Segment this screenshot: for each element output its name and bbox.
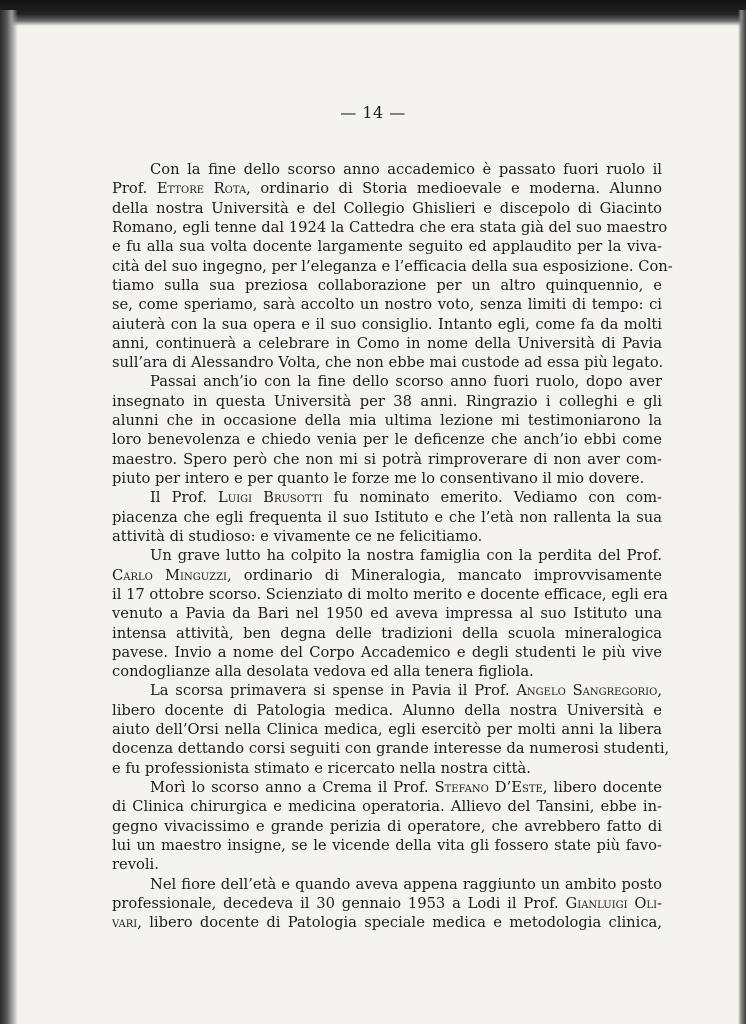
text-run: aiuto dell’Orsi nella Clinica medica, egli esercitò per molti anni la libera bbox=[112, 721, 662, 739]
text-run: intensa attività, ben degna delle tradizioni della scuola mineralogica bbox=[112, 624, 662, 642]
text-run: fu nominato emerito. Vediamo con com- bbox=[322, 489, 663, 507]
text-run: , ordinario di Storia medioevale e moderna. Alunno bbox=[246, 180, 663, 198]
text-line bbox=[112, 797, 662, 816]
text-line bbox=[112, 624, 662, 643]
text-line bbox=[112, 739, 670, 758]
text-run: aiuterà con la sua opera e il suo consiglio. Intanto egli, come fa da molti bbox=[112, 315, 662, 333]
text-run: anni, continuerà a celebrare in Como in nome della Università di Pavia bbox=[112, 334, 662, 352]
text-run: tiamo sulla sua preziosa collaborazione per un altro quinquennio, e bbox=[112, 276, 662, 294]
text-run: piuto per intero e per quanto le forze me lo consentivano il mio dovere. bbox=[112, 470, 645, 487]
text-line bbox=[112, 894, 662, 913]
text-run: pavese. Invio a nome del Corpo Accademico e degli studenti le più vive bbox=[112, 643, 662, 661]
text-run: attività di studioso: e vivamente ce ne felicitiamo. bbox=[112, 527, 483, 545]
text-line bbox=[112, 353, 662, 372]
text-line bbox=[112, 469, 662, 488]
text-run: , ordinario di Mineralogia, mancato improvvisamente bbox=[226, 566, 662, 584]
text-run: Il Prof. bbox=[150, 489, 219, 507]
text-run: venuto a Pavia da Bari nel 1950 ed aveva impressa al suo Istituto una bbox=[112, 605, 662, 623]
text-run: insegnato in questa Università per 38 anni. Ringrazio i colleghi e gli bbox=[112, 392, 662, 410]
text-line bbox=[112, 218, 668, 237]
text-line bbox=[112, 315, 662, 334]
text-run: piacenza che egli frequenta il suo Istituto e che l’età non rallenta la sua bbox=[112, 508, 662, 526]
paragraph bbox=[112, 546, 668, 681]
text-line bbox=[112, 237, 662, 256]
text-run: Con la fine dello scorso anno accademico è passato fuori ruolo il bbox=[150, 161, 662, 178]
page-left-edge bbox=[0, 10, 18, 1024]
text-run: Un grave lutto ha colpito la nostra famiglia con la perdita del Prof. bbox=[150, 547, 662, 565]
text-run: , libero docente di Patologia speciale medica e metodologia clinica, bbox=[137, 914, 662, 932]
text-line bbox=[112, 508, 662, 527]
text-line bbox=[112, 527, 662, 546]
text-run: revoli. bbox=[112, 856, 159, 874]
text-line bbox=[112, 681, 662, 700]
text-line bbox=[112, 836, 662, 855]
person-name: vari bbox=[112, 914, 138, 932]
text-line bbox=[112, 199, 662, 218]
paragraph bbox=[112, 681, 670, 778]
page-top-edge bbox=[0, 0, 746, 26]
text-line bbox=[112, 257, 673, 276]
page-number: — 14 — bbox=[340, 103, 406, 122]
page-right-edge bbox=[738, 10, 746, 1024]
text-run: Prof. bbox=[112, 180, 157, 198]
person-name: Angelo Sangregorio bbox=[516, 682, 658, 700]
paragraph bbox=[112, 875, 662, 933]
text-line bbox=[112, 604, 662, 623]
text-run: Nel fiore dell’età e quando aveva appena raggiunto un ambito posto bbox=[150, 875, 662, 893]
text-line bbox=[112, 392, 662, 411]
text-line bbox=[112, 720, 662, 739]
person-name: Carlo Minguzzi bbox=[112, 566, 227, 584]
text-line bbox=[112, 179, 662, 198]
text-run: lui un maestro insigne, se le vicende della vita gli fossero state più favo- bbox=[112, 836, 662, 854]
person-name: Gianluigi Oli- bbox=[565, 894, 662, 912]
text-line bbox=[112, 430, 662, 449]
paragraph bbox=[112, 778, 662, 875]
text-run: della nostra Università e del Collegio Ghislieri e discepolo di Giacinto bbox=[112, 199, 662, 217]
text-run: loro benevolenza e chiedo venia per le deficenze che anch’io ebbi come bbox=[112, 431, 662, 449]
text-run: La scorsa primavera si spense in Pavia il Prof. bbox=[150, 682, 517, 700]
text-line bbox=[112, 759, 662, 778]
person-name: Stefano D’Este bbox=[434, 779, 543, 796]
person-name: Luigi Brusotti bbox=[218, 489, 323, 507]
text-run: Morì lo scorso anno a Crema il Prof. bbox=[150, 779, 435, 796]
text-run: Passai anch’io con la fine dello scorso anno fuori ruolo, dopo aver bbox=[150, 373, 662, 391]
text-line bbox=[112, 488, 662, 507]
text-line bbox=[112, 778, 662, 797]
text-run: Romano, egli tenne dal 1924 la Cattedra che era stata già del suo maestro bbox=[112, 218, 668, 236]
text-line bbox=[112, 411, 662, 430]
text-run: , libero docente bbox=[542, 779, 662, 796]
text-line bbox=[112, 817, 662, 836]
text-run: e fu professionista stimato e ricercato nella nostra città. bbox=[112, 759, 531, 777]
text-run: cità del suo ingegno, per l’eleganza e l’efficacia della sua esposizione. Con- bbox=[112, 257, 673, 275]
text-run: e fu alla sua volta docente largamente seguito ed applaudito per la viva- bbox=[112, 238, 662, 256]
text-run: professionale, decedeva il 30 gennaio 1953 a Lodi il Prof. bbox=[112, 894, 566, 912]
text-line bbox=[112, 276, 662, 295]
text-line bbox=[112, 160, 662, 179]
text-run: sull’ara di Alessandro Volta, che non ebbe mai custode ad essa più legato. bbox=[112, 354, 664, 372]
paragraph bbox=[112, 372, 662, 488]
text-line bbox=[112, 662, 662, 681]
text-run: docenza dettando corsi seguiti con grande interesse da numerosi studenti, bbox=[112, 740, 670, 758]
paragraph bbox=[112, 488, 662, 546]
text-run: alunni che in occasione della mia ultima lezione mi testimoniarono la bbox=[112, 412, 662, 430]
text-line bbox=[112, 450, 662, 469]
text-run: di Clinica chirurgica e medicina operatoria. Allievo del Tansini, ebbe in- bbox=[112, 798, 662, 816]
text-run: se, come speriamo, sarà accolto un nostro voto, senza limiti di tempo: ci bbox=[112, 296, 662, 314]
text-line bbox=[112, 372, 662, 391]
text-line bbox=[112, 701, 662, 720]
text-run: il 17 ottobre scorso. Scienziato di molto merito e docente efficace, egli era bbox=[112, 585, 668, 603]
text-run: condoglianze alla desolata vedova ed alla tenera figliola. bbox=[112, 663, 534, 681]
text-line bbox=[112, 585, 668, 604]
text-line bbox=[112, 855, 662, 874]
text-run: gegno vivacissimo e grande perizia di operatore, che avrebbero fatto di bbox=[112, 817, 662, 835]
text-line bbox=[112, 913, 662, 932]
text-line bbox=[112, 643, 662, 662]
text-line bbox=[112, 875, 662, 894]
text-run: , bbox=[657, 682, 662, 700]
text-line bbox=[112, 295, 662, 314]
paragraph bbox=[112, 160, 673, 372]
text-line bbox=[112, 546, 662, 565]
text-run: maestro. Spero però che non mi si potrà rimproverare di non aver com- bbox=[112, 450, 662, 468]
text-line bbox=[112, 334, 662, 353]
text-line bbox=[112, 566, 662, 585]
body-text bbox=[112, 160, 673, 933]
person-name: Ettore Rota bbox=[156, 180, 247, 198]
text-run: libero docente di Patologia medica. Alunno della nostra Università e bbox=[112, 701, 662, 719]
